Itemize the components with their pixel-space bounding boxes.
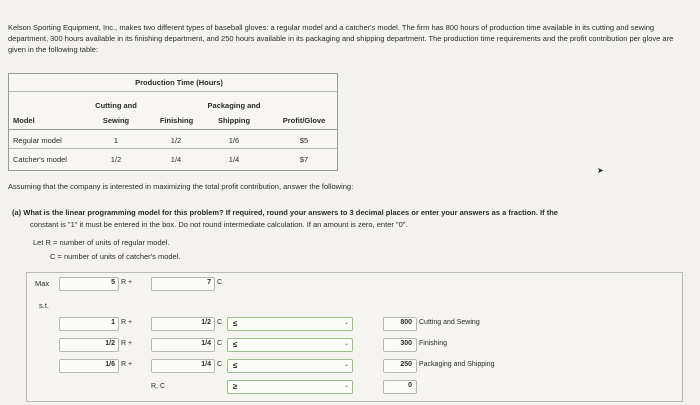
nonneg-sign-select[interactable]	[227, 380, 353, 394]
max-label: Max	[35, 279, 50, 288]
c2-rhs-input[interactable]	[383, 338, 417, 352]
table-divider	[9, 91, 337, 92]
assumption-text: Assuming that the company is interested in maximizing the total profit contribution, answer the following:	[8, 182, 354, 191]
objective-r-coef-value: 5	[111, 279, 115, 286]
objective-r-var: R +	[121, 279, 133, 286]
c2-r-coef-input[interactable]	[59, 338, 119, 352]
col-cutting-2: Sewing	[102, 116, 130, 125]
chevron-down-icon: ⌄	[343, 320, 349, 326]
row-regular-profit: $5	[299, 136, 309, 145]
mouse-cursor-icon: ➤	[597, 166, 604, 175]
c1-c-coef-input[interactable]	[151, 317, 215, 331]
c1-sign-value: ≤	[233, 319, 238, 328]
c2-sign-select[interactable]	[227, 338, 353, 352]
row-regular-finishing: 1/2	[170, 136, 182, 145]
objective-r-coef-input[interactable]	[59, 277, 119, 291]
row-catcher-model: Catcher's model	[13, 155, 67, 164]
c3-r-coef-input[interactable]	[59, 359, 119, 373]
c1-c-var: C	[217, 319, 223, 326]
row-regular-model: Regular model	[13, 136, 62, 145]
c1-label: Cutting and Sewing	[419, 319, 480, 326]
c1-sign-select[interactable]	[227, 317, 353, 331]
c3-rhs-value: 250	[400, 361, 412, 368]
c3-r-var: R +	[121, 361, 133, 368]
c3-label: Packaging and Shipping	[419, 361, 495, 368]
table-group-title: Production Time (Hours)	[135, 78, 223, 87]
c2-r-var: R +	[121, 340, 133, 347]
c3-c-var: C	[217, 361, 223, 368]
col-packaging-1: Packaging and	[207, 101, 261, 110]
c2-c-var: C	[217, 340, 223, 347]
lp-model-form	[26, 272, 683, 402]
c3-c-coef-input[interactable]	[151, 359, 215, 373]
col-profit: Profit/Glove	[282, 116, 326, 125]
c1-r-coef-value: 1	[111, 319, 115, 326]
c2-rhs-value: 300	[400, 340, 412, 347]
let-c: C = number of units of catcher's model.	[50, 252, 181, 261]
c3-sign-select[interactable]	[227, 359, 353, 373]
col-packaging-2: Shipping	[217, 116, 251, 125]
col-cutting-1: Cutting and	[95, 101, 137, 110]
c3-c-coef-value: 1/4	[201, 361, 211, 368]
col-model: Model	[13, 116, 35, 125]
nonneg-rhs-input[interactable]	[383, 380, 417, 394]
st-label: s.t.	[39, 301, 50, 310]
c2-sign-value: ≤	[233, 340, 238, 349]
row-regular-cutting: 1	[113, 136, 119, 145]
nonneg-sign-value: ≥	[233, 382, 238, 391]
chevron-down-icon: ⌄	[343, 362, 349, 368]
question-a-line2: constant is "1" it must be entered in the box. Do not round intermediate calculation. If an amount is zero, enter "0".	[30, 220, 408, 229]
table-row-rule	[9, 148, 337, 149]
chevron-down-icon: ⌄	[343, 383, 349, 389]
c3-sign-value: ≤	[233, 361, 238, 370]
row-catcher-packaging: 1/4	[228, 155, 240, 164]
let-r: Let R = number of units of regular model.	[33, 238, 170, 247]
row-catcher-cutting: 1/2	[110, 155, 122, 164]
row-regular-packaging: 1/6	[228, 136, 240, 145]
objective-c-var: C	[217, 279, 223, 286]
nonneg-vars: R, C	[151, 383, 165, 390]
c1-c-coef-value: 1/2	[201, 319, 211, 326]
c1-rhs-value: 800	[400, 319, 412, 326]
c2-c-coef-value: 1/4	[201, 340, 211, 347]
c2-label: Finishing	[419, 340, 448, 347]
row-catcher-profit: $7	[299, 155, 309, 164]
c1-rhs-input[interactable]	[383, 317, 417, 331]
question-a-line1: (a) What is the linear programming model for this problem? If required, round your answers to 3 decimal places or enter your answers as a fraction. If the	[12, 208, 558, 217]
problem-intro: Kelson Sporting Equipment, Inc., makes two different types of baseball gloves: a regular model and a catcher's model. The firm has 800 hours of production time available in its cutting and sewing department, 300 hours available in its finishing department, and 250 hours available in its packaging and shipping department. The production time requirements and the profit contribution per glove are given in the following table:	[8, 23, 674, 54]
objective-c-coef-input[interactable]	[151, 277, 215, 291]
table-header-rule	[9, 129, 337, 130]
row-catcher-finishing: 1/4	[170, 155, 182, 164]
nonneg-rhs-value: 0	[408, 382, 412, 389]
c3-rhs-input[interactable]	[383, 359, 417, 373]
c2-r-coef-value: 1/2	[105, 340, 115, 347]
col-finishing: Finishing	[159, 116, 194, 125]
c1-r-var: R +	[121, 319, 133, 326]
c1-r-coef-input[interactable]	[59, 317, 119, 331]
c3-r-coef-value: 1/6	[105, 361, 115, 368]
objective-c-coef-value: 7	[207, 279, 211, 286]
production-table	[8, 73, 338, 171]
chevron-down-icon: ⌄	[343, 341, 349, 347]
c2-c-coef-input[interactable]	[151, 338, 215, 352]
